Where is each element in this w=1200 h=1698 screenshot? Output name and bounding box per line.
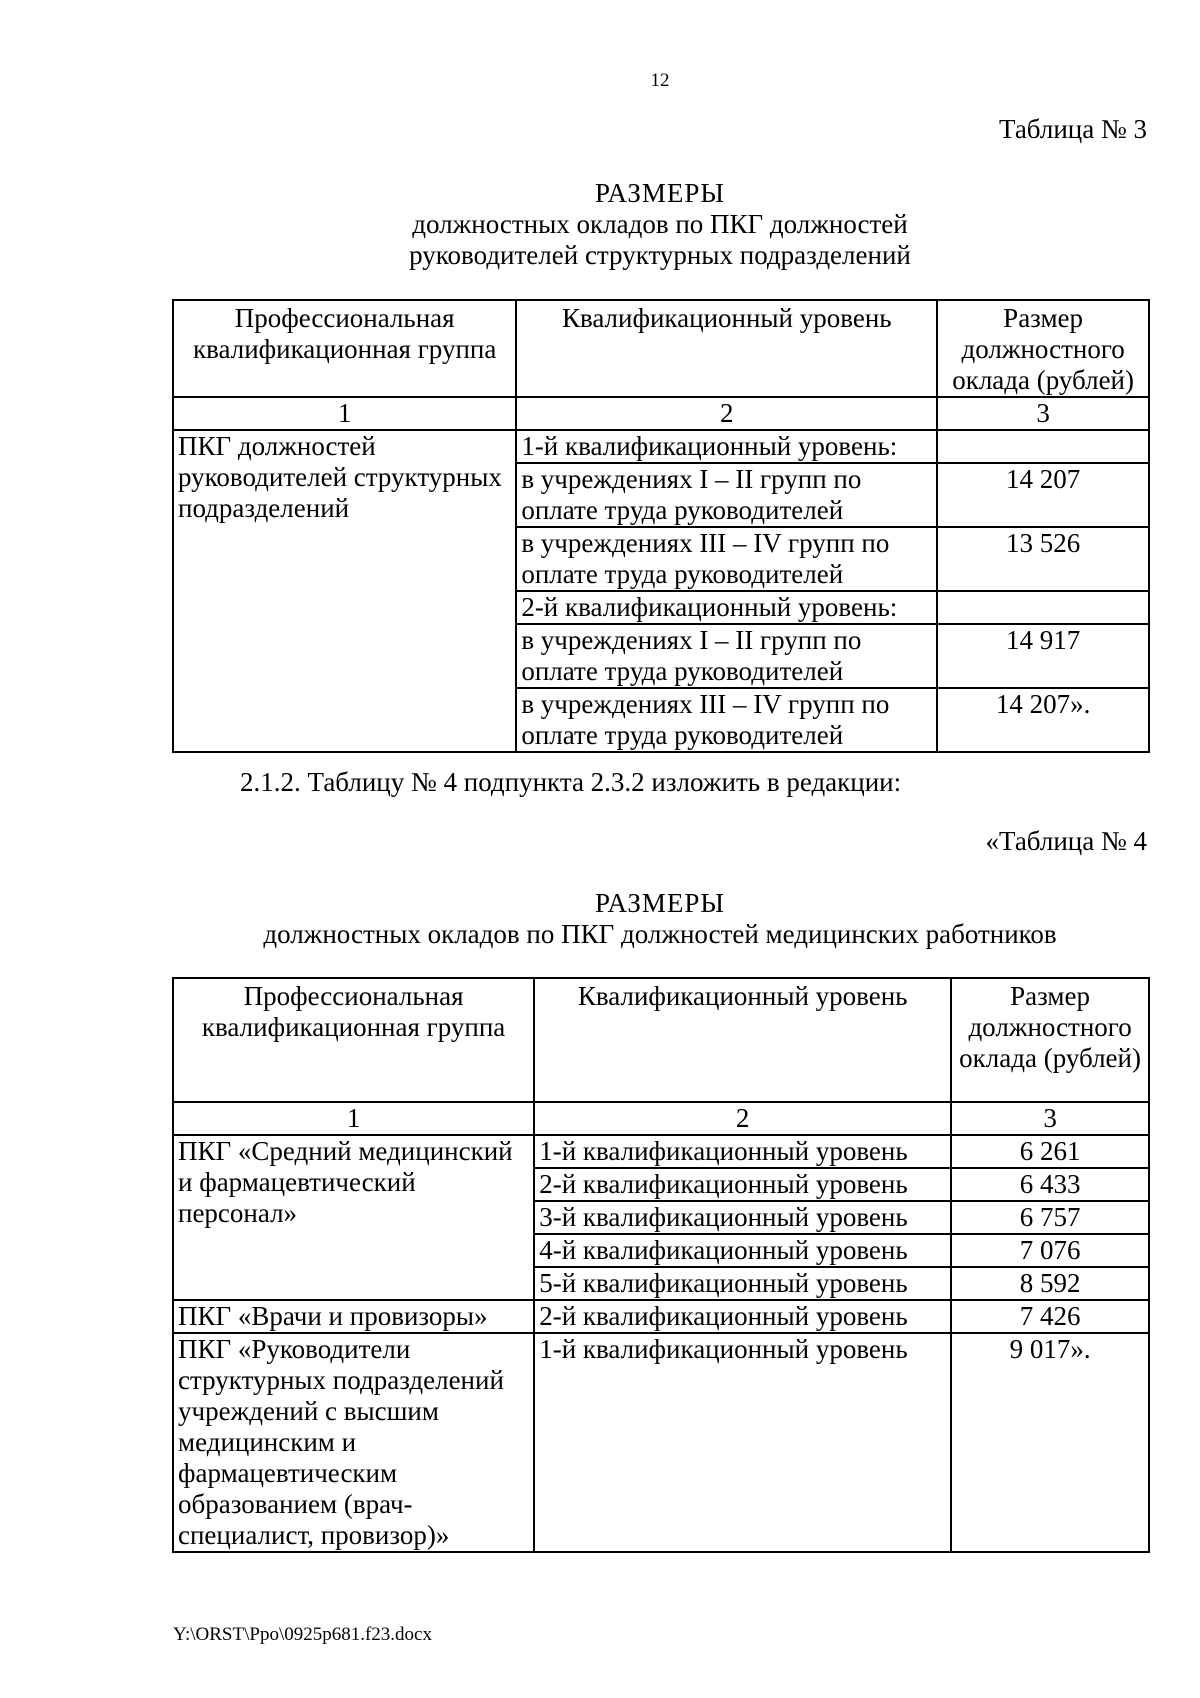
table3-subtitle-line-2: руководителей структурных подразделений [409,240,911,270]
table4-group-cell: ПКГ «Руководители структурных подразделений учреждений с высшим медицинским и фармацевтическим образованием (врач-специалист, провизор)» [173,1333,534,1552]
table4-salary-cell: 8 592 [951,1267,1149,1300]
table4-group-cell: ПКГ «Средний медицинский и фармацевтический персонал» [173,1135,534,1300]
table3-title: РАЗМЕРЫ [595,178,725,208]
table4-subtitle: должностных окладов по ПКГ должностей медицинских работников [263,919,1057,949]
table3-salary-cell [937,591,1149,624]
table4-salary-cell: 7 076 [951,1234,1149,1267]
table3-title-block [0,178,1200,271]
table4-level-cell: 1-й квалификационный уровень [534,1333,951,1552]
table3-salary-cell: 13 526 [937,527,1149,591]
table3-level-cell: в учреждениях I – II групп по оплате труда руководителей [516,624,937,688]
table3-salary-cell: 14 207». [937,688,1149,752]
table4-salary-cell: 7 426 [951,1300,1149,1333]
table3-subtitle-line-1: должностных окладов по ПКГ должностей [412,209,908,239]
table4-header-level: Квалификационный уровень [534,978,951,1102]
table4-colnum-2: 2 [534,1102,951,1135]
table3-level-cell: в учреждениях III – IV групп по оплате труда руководителей [516,688,937,752]
table4-level-cell: 5-й квалификационный уровень [534,1267,951,1300]
table3-colnum-2: 2 [516,397,937,430]
table4-level-cell: 2-й квалификационный уровень [534,1168,951,1201]
page-number: 12 [650,70,670,91]
table3-colnum-3: 3 [937,397,1149,430]
table3-level-cell: 2-й квалификационный уровень: [516,591,937,624]
table4-level-cell: 3-й квалификационный уровень [534,1201,951,1234]
table3-header-salary: Размер должностного оклада (рублей) [937,300,1149,397]
table4-level-cell: 4-й квалификационный уровень [534,1234,951,1267]
table3-level-cell: в учреждениях I – II групп по оплате труда руководителей [516,463,937,527]
table4-salary-cell: 6 433 [951,1168,1149,1201]
table4 [172,977,1150,1553]
table3-salary-cell: 14 917 [937,624,1149,688]
table3-caption: Таблица № 3 [999,114,1147,144]
table4-header-salary: Размер должностного оклада (рублей) [951,978,1149,1102]
table3-salary-cell: 14 207 [937,463,1149,527]
table3-group-cell: ПКГ должностей руководителей структурных подразделений [173,430,516,752]
table4-salary-cell: 9 017». [951,1333,1149,1552]
table4-header-group: Профессиональная квалификационная группа [173,978,534,1102]
table3-header-group: Профессиональная квалификационная группа [173,300,516,397]
table4-level-cell: 2-й квалификационный уровень [534,1300,951,1333]
table4-caption: «Таблица № 4 [985,826,1147,856]
table3-salary-cell [937,430,1149,463]
file-path-footer: Y:\ORST\Ppo\0925p681.f23.docx [173,1624,432,1645]
table4-colnum-3: 3 [951,1102,1149,1135]
table3-colnum-1: 1 [173,397,516,430]
table3-level-cell: 1-й квалификационный уровень: [516,430,937,463]
table4-title: РАЗМЕРЫ [595,888,725,918]
table4-group-cell: ПКГ «Врачи и провизоры» [173,1300,534,1333]
amendment-paragraph: 2.1.2. Таблицу № 4 подпункта 2.3.2 изложить в редакции: [240,767,902,797]
table3-header-level: Квалификационный уровень [516,300,937,397]
table4-title-block [0,888,1200,950]
table3-level-cell: в учреждениях III – IV групп по оплате труда руководителей [516,527,937,591]
table4-salary-cell: 6 261 [951,1135,1149,1168]
table4-colnum-1: 1 [173,1102,534,1135]
table3 [172,299,1150,753]
table4-level-cell: 1-й квалификационный уровень [534,1135,951,1168]
table4-salary-cell: 6 757 [951,1201,1149,1234]
